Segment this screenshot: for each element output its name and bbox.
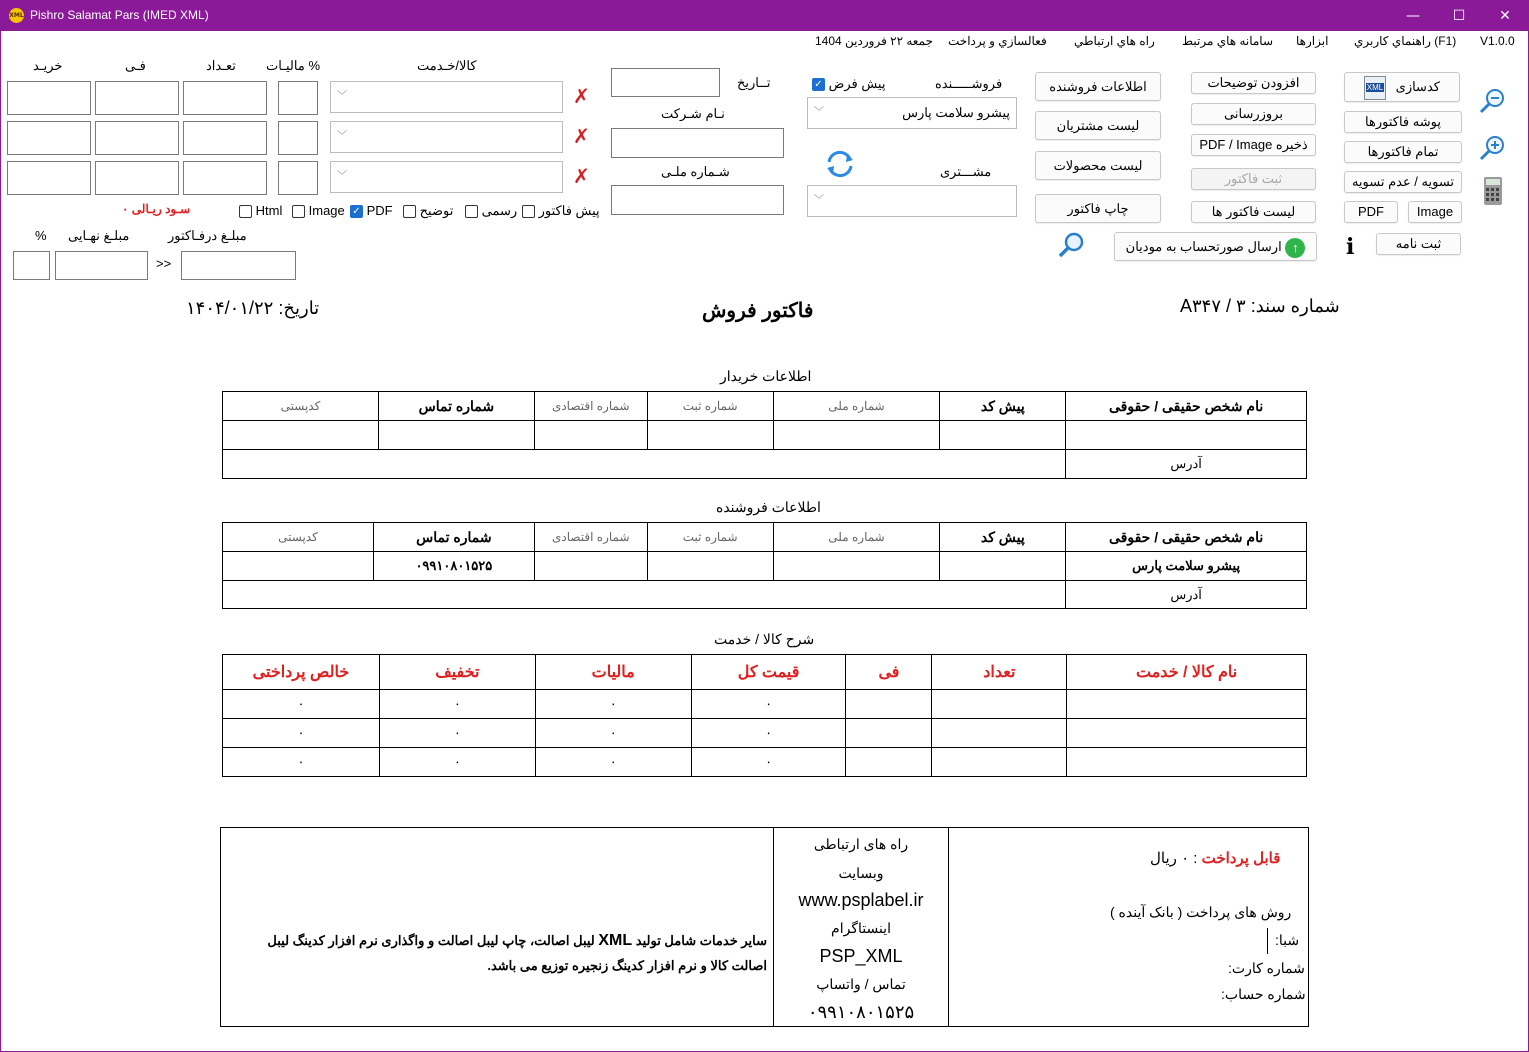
national-id-input[interactable] xyxy=(611,185,784,215)
table-row xyxy=(223,421,1307,450)
customer-select[interactable] xyxy=(807,185,1017,217)
services-line-1-a: سایر خدمات شامل تولید xyxy=(635,933,767,948)
item-net-cell: ۰ xyxy=(223,719,380,748)
item-tax-cell: ۰ xyxy=(535,748,691,777)
instagram-value: PSP_XML xyxy=(819,946,903,966)
settle-button[interactable]: تسویه / عدم تسویه xyxy=(1344,171,1462,193)
items-header-total: قیمت کل xyxy=(691,655,846,690)
seller-precode-cell xyxy=(940,552,1066,581)
item-net-cell: ۰ xyxy=(223,748,380,777)
seller-header-economic: شماره اقتصادی xyxy=(534,523,647,552)
instagram-label: اینستاگرام xyxy=(831,920,891,936)
seller-name-cell: پیشرو سلامت پارس xyxy=(1066,552,1307,581)
seller-header-precode: پیش کد xyxy=(940,523,1066,552)
default-checkbox[interactable]: ✓ xyxy=(812,78,825,91)
invoice-date-value: ۱۴۰۴/۰۱/۲۲ xyxy=(186,298,274,318)
footer-box xyxy=(220,827,1309,1027)
item-total-cell: ۰ xyxy=(691,719,846,748)
title-bar xyxy=(0,0,1529,31)
desc-checkbox[interactable] xyxy=(403,205,416,218)
buyer-header-phone: شماره تماس xyxy=(378,392,534,421)
delete-row-2-icon[interactable]: ✗ xyxy=(573,124,590,148)
item-total-cell: ۰ xyxy=(691,690,846,719)
website-label: وبسایت xyxy=(838,865,884,881)
image-button[interactable]: Image xyxy=(1408,201,1462,223)
seller-header-national: شماره ملی xyxy=(773,523,940,552)
desc-label: توضیح xyxy=(419,203,454,218)
sheba-label: شبا: xyxy=(1275,932,1300,948)
buyer-phone-cell xyxy=(378,421,534,450)
default-label: پیش فرض xyxy=(828,76,886,91)
price-input-2[interactable] xyxy=(95,121,179,155)
seller-select[interactable] xyxy=(807,97,1017,129)
image-label: Image xyxy=(308,203,345,218)
items-header-tax: مالیات xyxy=(535,655,691,690)
buyer-header-name: نام شخص حقیقی / حقوقی xyxy=(1066,392,1307,421)
close-button[interactable]: ✕ xyxy=(1499,8,1511,24)
item-discount-cell: ۰ xyxy=(379,748,535,777)
invoice-amount-label: مبلـغ درفـاکتور xyxy=(168,228,247,243)
payable-amount xyxy=(1150,849,1280,867)
payable-value: : ۰ ریال xyxy=(1150,850,1198,867)
phone-value: ۰۹۹۱۰۸۰۱۵۲۵ xyxy=(807,1002,915,1022)
invoice-amount-input[interactable] xyxy=(181,251,296,280)
image-option[interactable] xyxy=(292,203,345,218)
chevron-down-icon: ﹀ xyxy=(337,91,347,102)
send-to-tax-button[interactable] xyxy=(1114,232,1317,261)
buyer-header-economic: شماره اقتصادی xyxy=(534,392,647,421)
col-count-label: تعـداد xyxy=(206,58,236,73)
buyer-registration-cell xyxy=(647,421,773,450)
seller-national-cell xyxy=(773,552,940,581)
proforma-option[interactable] xyxy=(522,203,600,219)
seller-economic-cell xyxy=(534,552,647,581)
buyer-name-cell xyxy=(1066,421,1307,450)
count-input-3[interactable] xyxy=(183,161,267,195)
services-line-2: اصالت کالا و نرم افزار کدینگ زنجیره توزیع می باشد. xyxy=(487,958,767,973)
buyer-address-cell xyxy=(223,450,1066,479)
chevron-down-icon: ﹀ xyxy=(814,195,824,206)
services-line-1 xyxy=(232,928,767,953)
card-label: شماره کارت: xyxy=(1228,960,1305,976)
item-discount-cell: ۰ xyxy=(379,719,535,748)
buyer-precode-cell xyxy=(940,421,1066,450)
seller-header-registration: شماره ثبت xyxy=(647,523,773,552)
payable-label: قابل پرداخت xyxy=(1201,850,1281,867)
items-header-count: تعداد xyxy=(932,655,1067,690)
upload-arrow-icon: ↑ xyxy=(1285,238,1305,258)
items-header-price: فی xyxy=(846,655,932,690)
buyer-section-title: اطلاعات خریدار xyxy=(720,368,812,384)
count-input-1[interactable] xyxy=(183,81,267,115)
buyer-header-postal: کدپستی xyxy=(223,392,379,421)
col-price-label: فـی xyxy=(125,58,146,73)
item-name-cell xyxy=(1067,719,1307,748)
info-icon[interactable]: i xyxy=(1346,234,1355,260)
item-tax-cell: ۰ xyxy=(535,690,691,719)
zoom-in-icon[interactable] xyxy=(1478,133,1508,163)
item-count-cell xyxy=(932,748,1067,777)
col-tax-label: مالیـات % xyxy=(266,58,320,73)
contact-title: راه های ارتباطی xyxy=(813,836,909,852)
buyer-postal-cell xyxy=(223,421,379,450)
zoom-out-icon[interactable] xyxy=(1478,86,1508,116)
percent-input[interactable] xyxy=(13,251,50,280)
items-table xyxy=(222,654,1307,777)
delete-row-3-icon[interactable]: ✗ xyxy=(573,164,590,188)
menu-version[interactable]: V1.0.0 xyxy=(1480,34,1515,48)
item-price-cell xyxy=(846,690,932,719)
final-amount-input[interactable] xyxy=(55,251,148,280)
tax-input-2[interactable] xyxy=(278,121,318,155)
percent-label: % xyxy=(35,228,47,243)
arrow-label: >> xyxy=(156,256,172,271)
calculator-icon[interactable] xyxy=(1483,176,1503,206)
doc-number-value: A۳۴۷ / ۳ xyxy=(1180,296,1246,316)
default-option[interactable] xyxy=(812,76,885,92)
buy-input-3[interactable] xyxy=(7,161,91,195)
item-price-cell xyxy=(846,748,932,777)
products-button[interactable]: لیست محصولات xyxy=(1035,151,1161,180)
document-number xyxy=(1180,296,1340,317)
register-letter-button[interactable]: ثبت نامه xyxy=(1376,233,1461,255)
seller-label: فروشـــــنده xyxy=(935,76,1003,91)
item-discount-cell: ۰ xyxy=(379,690,535,719)
national-id-label: شـماره ملـی xyxy=(661,164,730,179)
item-net-cell: ۰ xyxy=(223,690,380,719)
seller-header-postal: کدپستی xyxy=(223,523,374,552)
html-option[interactable] xyxy=(239,203,282,218)
payment-methods: روش های پرداخت ( بانک آینده ) xyxy=(1110,904,1292,920)
pdf-option[interactable] xyxy=(350,203,393,218)
buyer-address-label: آدرس xyxy=(1066,450,1307,479)
items-section-title: شرح کالا / خدمت xyxy=(714,631,815,647)
seller-header-phone: شماره تماس xyxy=(373,523,534,552)
menu-contact[interactable]: راه هاي ارتباطي xyxy=(1074,34,1155,48)
register-invoice-button[interactable]: ثبت فاکتور xyxy=(1191,168,1316,190)
menu-related-systems[interactable]: سامانه هاي مرتبط xyxy=(1182,34,1274,48)
services-line-1-c: لیبل اصالت، چاپ لیبل اصالت و واگذاری نرم افزار کدینگ لیبل xyxy=(267,933,595,948)
count-input-2[interactable] xyxy=(183,121,267,155)
official-checkbox[interactable] xyxy=(465,205,478,218)
tax-input-1[interactable] xyxy=(278,81,318,115)
items-header-name: نام کالا / خدمت xyxy=(1067,655,1307,690)
table-row xyxy=(223,581,1307,609)
xml-file-icon xyxy=(1364,76,1386,100)
item-tax-cell: ۰ xyxy=(535,719,691,748)
final-amount-label: مبلـغ نهـایی xyxy=(68,228,130,243)
menu-activation[interactable]: فعالسازي و پرداخت xyxy=(948,34,1047,48)
seller-address-label: آدرس xyxy=(1066,581,1307,609)
tax-input-3[interactable] xyxy=(278,161,318,195)
invoice-title: فاکتور فروش xyxy=(702,300,814,322)
menu-help[interactable]: (F1) راهنماي كاربري xyxy=(1354,34,1457,48)
search-icon[interactable] xyxy=(1057,230,1087,260)
menu-date: جمعه ۲۲ فروردین 1404 xyxy=(815,34,933,48)
doc-number-label: شماره سند: xyxy=(1250,296,1340,316)
phone-label: تماس / واتساپ xyxy=(816,976,906,992)
col-product-label: کالا/خـدمت xyxy=(417,58,477,73)
coding-button[interactable] xyxy=(1344,72,1460,102)
item-count-cell xyxy=(932,690,1067,719)
item-name-cell xyxy=(1067,690,1307,719)
table-row xyxy=(223,719,1307,748)
coding-label: کدسازی xyxy=(1395,79,1440,94)
menu-tools[interactable]: ابزارها xyxy=(1296,34,1329,48)
buyer-economic-cell xyxy=(534,421,647,450)
table-row xyxy=(223,690,1307,719)
seller-address-cell xyxy=(223,581,1066,609)
table-row xyxy=(223,748,1307,777)
services-line-1-b: XML xyxy=(598,932,633,949)
price-input-1[interactable] xyxy=(95,81,179,115)
invoice-date xyxy=(186,298,319,319)
chevron-down-icon: ﹀ xyxy=(814,107,824,118)
desc-option[interactable] xyxy=(403,203,453,219)
official-option[interactable] xyxy=(465,203,517,219)
price-input-3[interactable] xyxy=(95,161,179,195)
services-text xyxy=(232,928,767,978)
seller-section-title: اطلاعات فروشنده xyxy=(716,499,821,515)
item-total-cell: ۰ xyxy=(691,748,846,777)
invoice-date-label: تاریخ: xyxy=(278,298,320,318)
profit-label: سـود ریـالی ۰ xyxy=(122,202,191,216)
table-row xyxy=(223,552,1307,581)
seller-table xyxy=(222,522,1307,609)
pdf-checkbox[interactable]: ✓ xyxy=(350,205,363,218)
sheba-cursor xyxy=(1267,928,1268,954)
buy-input-2[interactable] xyxy=(7,121,91,155)
buyer-header-precode: پیش کد xyxy=(940,392,1066,421)
image-checkbox[interactable] xyxy=(292,205,305,218)
send-to-tax-label: ارسال صورتحساب به مودیان xyxy=(1125,239,1282,254)
xml-file-icon-text: XML xyxy=(1366,82,1384,92)
items-header-discount: تخفیف xyxy=(379,655,535,690)
buyer-national-cell xyxy=(773,421,940,450)
chevron-down-icon: ﹀ xyxy=(337,131,347,142)
col-buy-label: خریـد xyxy=(33,58,63,73)
table-row xyxy=(223,450,1307,479)
date-input[interactable] xyxy=(611,68,720,97)
customers-button[interactable]: لیست مشتریان xyxy=(1035,111,1161,140)
html-label: Html xyxy=(255,203,283,218)
maximize-button[interactable]: ☐ xyxy=(1452,8,1466,24)
website-value: www.psplabel.ir xyxy=(798,890,924,910)
company-input[interactable] xyxy=(611,128,784,158)
invoice-folder-button[interactable]: پوشه فاکتورها xyxy=(1344,111,1462,133)
seller-registration-cell xyxy=(647,552,773,581)
buy-input-1[interactable] xyxy=(7,81,91,115)
item-count-cell xyxy=(932,719,1067,748)
buyer-header-national: شماره ملی xyxy=(773,392,940,421)
date-label: تــاریخ xyxy=(737,75,771,90)
proforma-label: پیش فاکتور xyxy=(538,203,600,218)
refresh-icon[interactable] xyxy=(823,148,857,180)
delete-row-1-icon[interactable]: ✗ xyxy=(573,84,590,108)
minimize-button[interactable]: — xyxy=(1406,8,1420,24)
print-invoice-button[interactable]: چاپ فاکتور xyxy=(1035,194,1161,223)
proforma-checkbox[interactable] xyxy=(522,205,535,218)
footer-divider-right xyxy=(948,827,949,1027)
window-title: Pishro Salamat Pars (IMED XML) xyxy=(30,8,209,22)
product-select-3[interactable] xyxy=(330,161,563,193)
product-select-2[interactable] xyxy=(330,121,563,153)
buyer-header-registration: شماره ثبت xyxy=(647,392,773,421)
customer-label: مشـــتری xyxy=(940,164,992,179)
pdf-label: PDF xyxy=(366,203,393,218)
items-header-net: خالص پرداختی xyxy=(223,655,380,690)
chevron-down-icon: ﹀ xyxy=(337,171,347,182)
seller-header-name: نام شخص حقیقی / حقوقی xyxy=(1066,523,1307,552)
html-checkbox[interactable] xyxy=(239,205,252,218)
company-label: نـام شـرکت xyxy=(661,106,725,121)
all-invoices-button[interactable]: تمام فاکتورها xyxy=(1344,141,1462,163)
contact-column xyxy=(774,832,948,1026)
app-icon: XML xyxy=(9,8,24,23)
seller-phone-cell: ۰۹۹۱۰۸۰۱۵۲۵ xyxy=(373,552,534,581)
seller-select-value: پیشرو سلامت پارس xyxy=(902,105,1010,120)
account-label: شماره حساب: xyxy=(1221,986,1306,1002)
save-pdf-image-button[interactable]: PDF / Image ذخیره xyxy=(1191,134,1316,156)
invoice-list-button[interactable]: لیست فاکتور ها xyxy=(1191,201,1316,223)
seller-info-button[interactable]: اطلاعات فروشنده xyxy=(1035,72,1161,101)
item-price-cell xyxy=(846,719,932,748)
pdf-button[interactable]: PDF xyxy=(1344,201,1398,223)
update-button[interactable]: بروزرسانی xyxy=(1191,103,1316,125)
official-label: رسمی xyxy=(481,203,518,218)
product-select-1[interactable] xyxy=(330,81,563,113)
buyer-table xyxy=(222,391,1307,479)
add-description-button[interactable]: افزودن توضیحات xyxy=(1191,72,1316,94)
item-name-cell xyxy=(1067,748,1307,777)
seller-postal-cell xyxy=(223,552,374,581)
